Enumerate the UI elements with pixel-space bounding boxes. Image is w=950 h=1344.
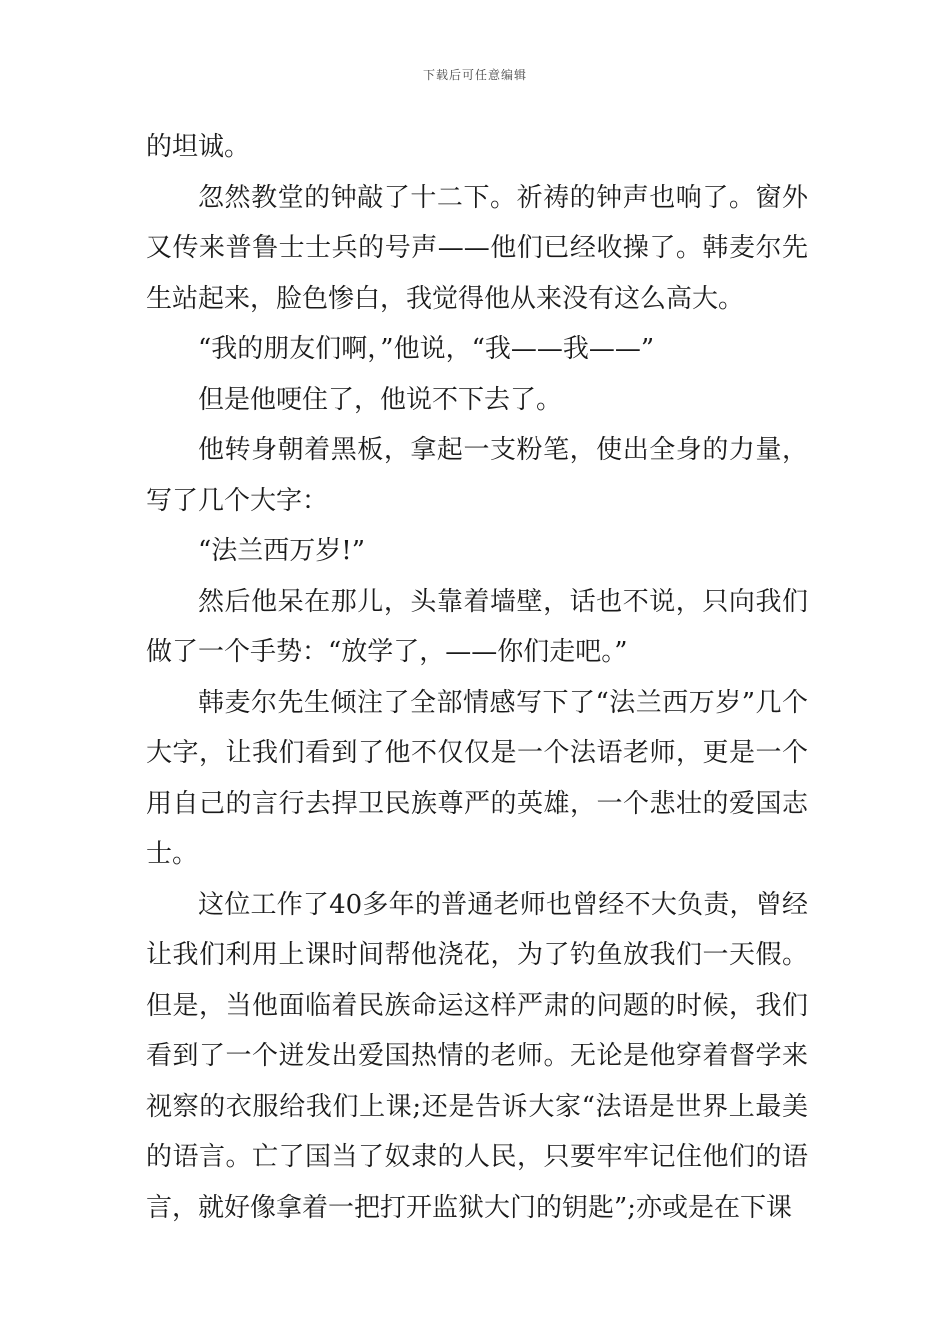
paragraph: 韩麦尔先生倾注了全部情感写下了“法兰西万岁”几个大字，让我们看到了他不仅仅是一个法语老师，更是一个用自己的言行去捍卫民族尊严的英雄，一个悲壮的爱国志士。 xyxy=(146,687,808,869)
paragraph: 他转身朝着黑板，拿起一支粉笔，使出全身的力量，写了几个大字： xyxy=(146,435,808,516)
page-header-note: 下载后可任意编辑 xyxy=(422,68,527,82)
paragraph: “法兰西万岁!” xyxy=(198,536,366,566)
paragraph: 忽然教堂的钟敲了十二下。祈祷的钟声也响了。窗外又传来普鲁士士兵的号声——他们已经收操了。韩麦尔先生站起来，脸色惨白，我觉得他从来没有这么高大。 xyxy=(146,182,808,314)
paragraph: 然后他呆在那儿，头靠着墙壁，话也不说，只向我们做了一个手势：“放学了，——你们走吧。” xyxy=(146,586,808,667)
paragraph: 但是他哽住了，他说不下去了。 xyxy=(198,384,563,415)
paragraph: “我的朋友们啊，”他说，“我——我——” xyxy=(198,334,655,364)
document-body xyxy=(146,122,808,1233)
paragraph: 这位工作了40多年的普通老师也曾经不大负责，曾经让我们利用上课时间帮他浇花，为了钓鱼放我们一天假。但是，当他面临着民族命运这样严肃的问题的时候，我们看到了一个迸发出爱国热情的老师。无论是他穿着督学来视察的衣服给我们上课;还是告诉大家“法语是世界上最美的语言。亡了国当了奴隶的人民，只要牢牢记住他们的语言，就好像拿着一把打开监狱大门的钥匙”;亦或是在下课 xyxy=(146,889,808,1223)
paragraph: 的坦诚。 xyxy=(146,132,251,162)
